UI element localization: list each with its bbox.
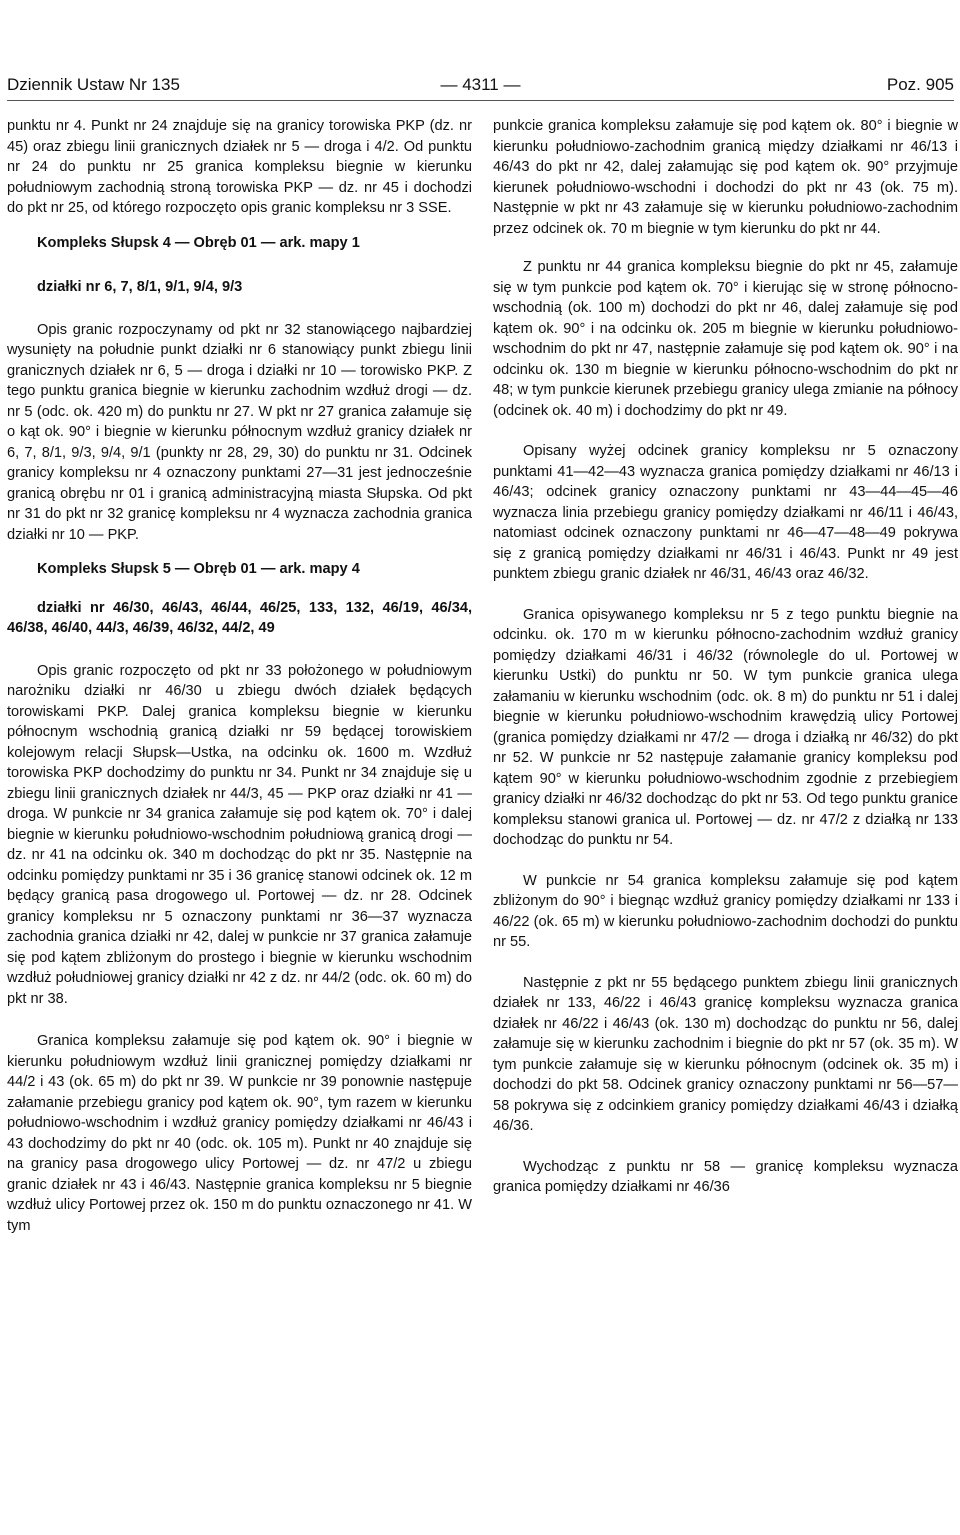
page-header [7, 72, 954, 98]
plots-heading-kompleks-5: działki nr 46/30, 46/43, 46/44, 46/25, 133, 132, 46/19, 46/34, 46/38, 46/40, 44/3, 46/39, 46/32, 44/2, 49 [7, 599, 472, 636]
paragraph: Granica opisywanego kompleksu nr 5 z tego punktu biegnie na odcinku. ok. 170 m w kierunku północno-zachodnim wzdłuż granicy pomiędzy działkami 46/31 i 46/32 (równolegle do ul. Portowej w kierunku Ustki) do punktu nr 50. W tym punkcie granica ulega załamaniu w kierunku wschodnim (odc. ok. 8 m) do punktu nr 51 i dalej biegnie w kierunku południowo-wschodnim krawędzią ulicy Portowej (granica pomiędzy działkami nr 47/2 — droga i działką nr 46/32) do pkt nr 52. W punkcie nr 52 następuje załamanie granicy kompleksu pod kątem 90° w kierunku południowo-wschodnim zgodnie z przebiegiem granicy działki nr 46/32 dochodząc do pkt nr 53. Od tego punktu granice kompleksu stanowi granica ul. Portowej — dz. nr 47/2 z działką nr 133 dochodząc do punktu nr 54. [493, 606, 958, 848]
paragraph: Opis granic rozpoczynamy od pkt nr 32 stanowiącego najbardziej wysunięty na południe punkt działki nr 6 stanowiący punkt zbiegu linii granicznych działek nr 6, 5 — droga i działki nr 10 — torowisko PKP. Z tego punktu granica biegnie w kierunku zachodnim wzdłuż drogi — dz. nr 5 (odc. ok. 420 m) do punktu nr 27. W pkt nr 27 granica załamuje się o kąt ok. 90° i biegnie w kierunku północnym wzdłuż granicy działek nr 6, 7, 8/1, 9/3, 9/4, 9/1 (punkty nr 28, 29, 30) do punktu nr 31. Odcinek granicy kompleksu nr 4 oznaczony punktami 27—31 jest jednocześnie granicą obrębu nr 01 i granicą administracyjną miasta Słupska. Od pkt nr 31 do pkt nr 32 granicę kompleksu nr 4 wyznacza zachodnia granica działki nr 10 — PKP. [7, 321, 472, 543]
section-heading-kompleks-5: Kompleks Słupsk 5 — Obręb 01 — ark. mapy 4 [37, 561, 360, 577]
paragraph: Wychodząc z punktu nr 58 — granicę kompleksu wyznacza granica pomiędzy działkami nr 46/36 [493, 1158, 958, 1195]
right-column [493, 116, 958, 1206]
paragraph: punktu nr 4. Punkt nr 24 znajduje się na granicy torowiska PKP (dz. nr 45) oraz zbiegu linii granicznych działek nr 5 — droga i 4/2. Od punktu nr 24 do punktu nr 25 granica kompleksu biegnie w kierunku południowym zachodnią stroną torowiska PKP — dz. nr 45 i dochodzi do pkt nr 25, od którego rozpoczęto opis granic kompleksu nr 3 SSE. [7, 118, 472, 216]
paragraph: Opisany wyżej odcinek granicy kompleksu nr 5 oznaczony punktami 41—42—43 wyznacza granica pomiędzy działkami nr 46/13 i 46/43; odcinek granicy oznaczony punktami nr 43—44—45—46 wyznacza linia przebiegu granicy pomiędzy działkami nr 46/11 i 46/43, natomiast odcinek oznaczony punktami nr 46—47—48—49 pokrywa się z granicą pomiędzy działkami nr 46/31 i 46/43. Punkt nr 49 jest punktem zbiegu granic działek nr 46/31, 46/43 oraz 46/32. [493, 443, 958, 582]
paragraph: Opis granic rozpoczęto od pkt nr 33 położonego w południowym narożniku działki nr 46/30 u zbiegu dwóch działek będących torowiskami PKP. Dalej granica kompleksu biegnie w kierunku północnym wschodnią granicą działki nr 59 będącej torowiskiem kolejowym relacji Słupsk—Ustka, na odcinku ok. 1600 m. Wzdłuż torowiska PKP dochodzimy do punktu nr 34. Punkt nr 34 znajduje się u zbiegu linii granicznych działek nr 44/3, 45 — PKP oraz działki nr 41 — droga. W punkcie nr 34 granica załamuje się pod kątem ok. 70° i dalej biegnie w kierunku południowo-wschodnim południową granicą drogi — dz. nr 41 na odcinku ok. 340 m dochodząc do pkt nr 35. Następnie na odcinku pomiędzy punktami nr 35 i 36 granicę stanowi odcinek ok. 12 m będący granicą pasa drogowego ul. Portowej — dz. nr 28. Odcinek granicy kompleksu nr 5 oznaczony punktami nr 36—37 wyznacza zachodnia granica działki nr 42, dalej w punkcie nr 37 granica załamuje się pod kątem zbliżonym do prostego i biegnie w kierunku wschodnim wzdłuż południowej granicy działki nr 42 z dz. nr 44/2 (odc. ok. 60 m) do pkt nr 38. [7, 662, 472, 1007]
journal-title: Dziennik Ustaw Nr 135 [7, 75, 180, 94]
position-number: Poz. 905 [886, 75, 954, 94]
page-number: — 4311 — [440, 75, 521, 94]
header-divider [7, 100, 954, 101]
paragraph: Granica kompleksu załamuje się pod kątem ok. 90° i biegnie w kierunku południowym wzdłuż linii granicznej pomiędzy działkami nr 44/2 i 43 (ok. 65 m) do pkt nr 39. W punkcie nr 39 ponownie następuje załamanie przebiegu granicy pod kątem ok. 90°, tym razem w kierunku południowo-wschodnim i wzdłuż granicy pomiędzy działkami nr 46/43 i 43 dochodzimy do pkt nr 40 (odc. ok. 105 m). Punkt nr 40 znajduje się na granicy pasa drogowego ulicy Portowej — dz. nr 47/2 u zbiegu granic działek nr 43 i 46/43. Następnie granica kompleksu nr 5 biegnie wzdłuż ulicy Portowej przez ok. 150 m do punktu oznaczonego nr 41. W tym [7, 1033, 472, 1234]
left-column [7, 116, 472, 1244]
paragraph: Następnie z pkt nr 55 będącego punktem zbiegu linii granicznych działek nr 133, 46/22 i 46/43 granicę kompleksu wyznacza granica działek nr 46/22 i 46/43 (ok. 130 m) dochodząc do punktu nr 56, dalej załamuje się w kierunku zachodnim i biegnie do pkt nr 57 (ok. 35 m). W tym punkcie załamuje się w kierunku północnym (odcinek ok. 35 m) i dochodzi do pkt 58. Odcinek granicy oznaczony punktami nr 56—57—58 pokrywa się z odcinkiem granicy pomiędzy działkami 46/43 i działką 46/36. [493, 974, 958, 1134]
paragraph: punkcie granica kompleksu załamuje się pod kątem ok. 80° i biegnie w kierunku południowo-zachodnim granicą między działkami nr 46/13 i 46/43 do pkt nr 42, dalej załamując się pod kątem ok. 90° przyjmuje kierunek południowo-wschodni i dochodzi do pkt nr 43 (ok. 75 m). Następnie w pkt nr 43 załamuje się w kierunku południowo-zachodnim przez odcinek ok. 70 m biegnie w tym kierunku do pkt nr 44. [493, 118, 958, 237]
paragraph: Z punktu nr 44 granica kompleksu biegnie do pkt nr 45, załamuje się w tym punkcie pod kątem ok. 70° i kierując się w stronę północno-wschodnią (ok. 100 m) dochodzi do pkt nr 46, dalej załamuje się pod kątem ok. 90° i na odcinku ok. 205 m biegnie w kierunku południowo-wschodnim do pkt nr 47, następnie załamuje się pod kątem ok. 90° i na odcinku ok. 130 m biegnie w kierunku północno-wschodnim do pkt nr 48; w tym punkcie kierunek przebiegu granicy ulega zmianie na północy (odcinek ok. 40 m) i dochodzimy do pkt nr 49. [493, 259, 958, 419]
paragraph: W punkcie nr 54 granica kompleksu załamuje się pod kątem zbliżonym do 90° i biegnąc wzdłuż granicy pomiędzy działkami nr 133 i 46/22 (ok. 65 m) w kierunku południowo-zachodnim dochodzi do punktu nr 55. [493, 872, 958, 950]
plots-heading-kompleks-4: działki nr 6, 7, 8/1, 9/1, 9/4, 9/3 [37, 279, 243, 295]
section-heading-kompleks-4: Kompleks Słupsk 4 — Obręb 01 — ark. mapy 1 [37, 234, 360, 251]
